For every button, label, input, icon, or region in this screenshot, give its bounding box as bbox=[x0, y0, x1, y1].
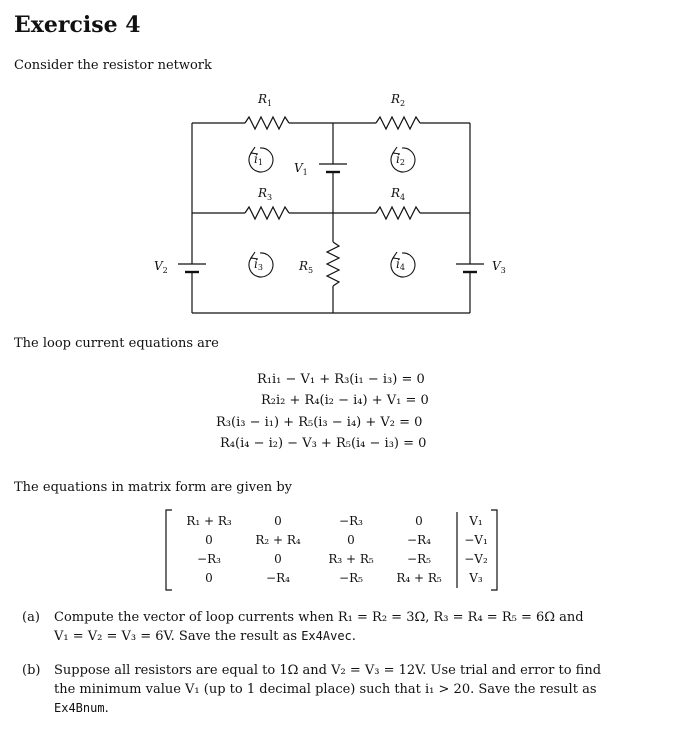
code-ex4avec: Ex4Avec bbox=[301, 629, 352, 643]
matrix-cell: −R₅ bbox=[407, 552, 431, 566]
matrix-cell: R₁ + R₃ bbox=[186, 514, 232, 528]
exercise-title: Exercise 4 bbox=[14, 12, 141, 38]
label-i4: i4 bbox=[396, 257, 405, 272]
code-ex4bnum: Ex4Bnum bbox=[54, 701, 105, 715]
matrix-cell: 0 bbox=[415, 514, 423, 528]
matrix-cell: 0 bbox=[274, 514, 282, 528]
question-b bbox=[22, 661, 652, 721]
label-r4: $R_4$ bbox=[391, 186, 406, 202]
label-r5: $R_5$ bbox=[299, 259, 314, 275]
question-a-text bbox=[54, 608, 654, 646]
matrix-cell: −R₄ bbox=[266, 571, 290, 585]
matrix-cell: R₃ + R₅ bbox=[328, 552, 374, 566]
label-i3: i3 bbox=[254, 257, 263, 272]
label-r1: $R_1$ bbox=[258, 92, 273, 108]
equation-3: R₃(i₃ − i₁) + R₅(i₃ − i₄) + V₂ = 0 bbox=[216, 415, 423, 430]
matrix-cell: −R₃ bbox=[339, 514, 363, 528]
label-i2: i2 bbox=[396, 152, 405, 167]
matrix-cell: V₁ bbox=[469, 514, 483, 528]
matrix-cell: 0 bbox=[274, 552, 282, 566]
matrix-cell: R₂ + R₄ bbox=[255, 533, 301, 547]
question-b-line2: the minimum value V₁ (up to 1 decimal place) such that i₁ > 20. Save the result as bbox=[54, 682, 597, 697]
matrix-cell: 0 bbox=[205, 571, 213, 585]
label-i1: i1 bbox=[254, 152, 263, 167]
matrix-cell: 0 bbox=[347, 533, 355, 547]
equation-4: R₄(i₄ − i₂) − V₃ + R₅(i₄ − i₃) = 0 bbox=[220, 436, 427, 451]
question-a-label: (a) bbox=[22, 610, 40, 625]
question-b-line1: Suppose all resistors are equal to 1Ω and V₂ = V₃ = 12V. Use trial and error to find bbox=[54, 663, 602, 678]
label-r3: $R_3$ bbox=[258, 186, 273, 202]
equation-2: R₂i₂ + R₄(i₂ − i₄) + V₁ = 0 bbox=[261, 393, 429, 408]
matrix-cell: −V₂ bbox=[464, 552, 488, 566]
label-v2: $V_2$ bbox=[154, 259, 168, 275]
question-b-label: (b) bbox=[22, 663, 41, 678]
matrix-cell: −R₃ bbox=[197, 552, 221, 566]
question-b-line3: Ex4Bnum. bbox=[54, 701, 109, 716]
matrix-cell: −V₁ bbox=[464, 533, 488, 547]
question-a-line1: Compute the vector of loop currents when R₁ = R₂ = 3Ω, R₃ = R₄ = R₅ = 6Ω and bbox=[54, 610, 584, 625]
loop-equations-intro: The loop current equations are bbox=[14, 336, 219, 351]
matrix-cell: 0 bbox=[205, 533, 213, 547]
matrix-cell: −R₅ bbox=[339, 571, 363, 585]
intro-text: Consider the resistor network bbox=[14, 58, 212, 73]
question-b-text bbox=[54, 661, 654, 718]
matrix-cell: V₃ bbox=[469, 571, 483, 585]
matrix-form-intro: The equations in matrix form are given by bbox=[14, 480, 292, 495]
label-r2: $R_2$ bbox=[391, 92, 406, 108]
label-v3: $V_3$ bbox=[492, 259, 506, 275]
label-v1: $V_1$ bbox=[294, 161, 308, 177]
question-a-line2: V₁ = V₂ = V₃ = 6V. Save the result as Ex4Avec. bbox=[54, 629, 356, 644]
matrix-cell: −R₄ bbox=[407, 533, 431, 547]
question-a bbox=[22, 608, 652, 648]
equation-1: R₁i₁ − V₁ + R₃(i₁ − i₃) = 0 bbox=[257, 372, 425, 387]
matrix-cell: R₄ + R₅ bbox=[396, 571, 442, 585]
